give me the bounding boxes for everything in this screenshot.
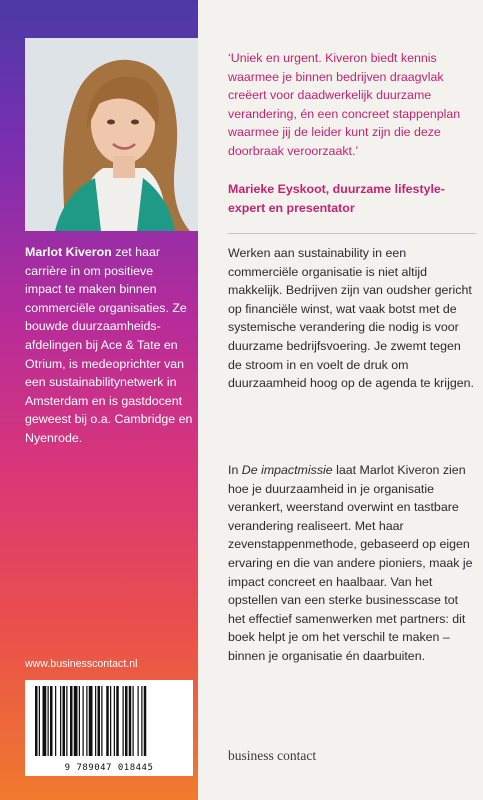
book-title: De impactmissie bbox=[241, 463, 333, 477]
isbn-barcode bbox=[25, 680, 193, 776]
publisher-logo: business contact bbox=[228, 748, 317, 763]
back-cover-right-panel bbox=[198, 0, 483, 800]
section-divider bbox=[228, 233, 476, 234]
back-cover-left-panel bbox=[0, 0, 198, 800]
author-bio bbox=[25, 243, 193, 448]
blurb-paragraph-1: Werken aan sustainability in een commerciële organisatie is niet altijd makkelijk. Bedrijven zijn van oudsher gericht op financiële winst, wat vaak botst met de systemische verandering die nodig is voor duurzame bedrijfsvoering. Je zwemt tegen de stroom in en voelt de druk om duurzaamheid hoog op de agenda te krijgen. bbox=[228, 246, 474, 391]
author-name: Marlot Kiveron bbox=[25, 245, 112, 259]
publisher-website: www.businesscontact.nl bbox=[25, 658, 138, 670]
blurb-paragraph-2-text: laat Marlot Kiveron zien hoe je duurzaamheid in je organisatie verankert, weerstand overwint en tastbare verandering realiseert. Met haar zevenstappenmethode, gebaseerd op eigen ervaring en die van andere pioniers, maak je impact concreet en haalbaar. Van het opstellen van een sterke businesscase tot het effectief samenwerken met partners: dit boek helpt je om het verschil te maken – binnen je organisatie én daarbuiten. bbox=[228, 463, 473, 663]
author-bio-text: zet haar carrière in om positieve impact te maken binnen commerciële organisaties. Ze bouwde duurzaamheidsafdelingen bij Ace & Tate en Otrium, is medeoprichter van een sustainabilitynetwerk in Amsterdam en is gastdocent geweest bij o.a. Cambridge en Nyenrode. bbox=[25, 245, 193, 445]
endorsement-quote: ‘Uniek en urgent. Kiveron biedt kennis waarmee je binnen bedrijven draagvlak creëert voor daadwerkelijk duurzame verandering, én een concreet stappenplan waarmee jij de leider kunt zijn die deze doorbraak veroorzaakt.’ bbox=[228, 51, 461, 158]
blurb-paragraph-2-prefix: In bbox=[228, 463, 242, 477]
isbn-number: 9 789047 018445 bbox=[64, 763, 154, 773]
endorsement-author: Marieke Eyskoot, duurzame lifestyle-expert en presentator bbox=[228, 182, 445, 215]
author-photo bbox=[25, 38, 198, 231]
blurb-paragraph-2 bbox=[228, 461, 476, 666]
